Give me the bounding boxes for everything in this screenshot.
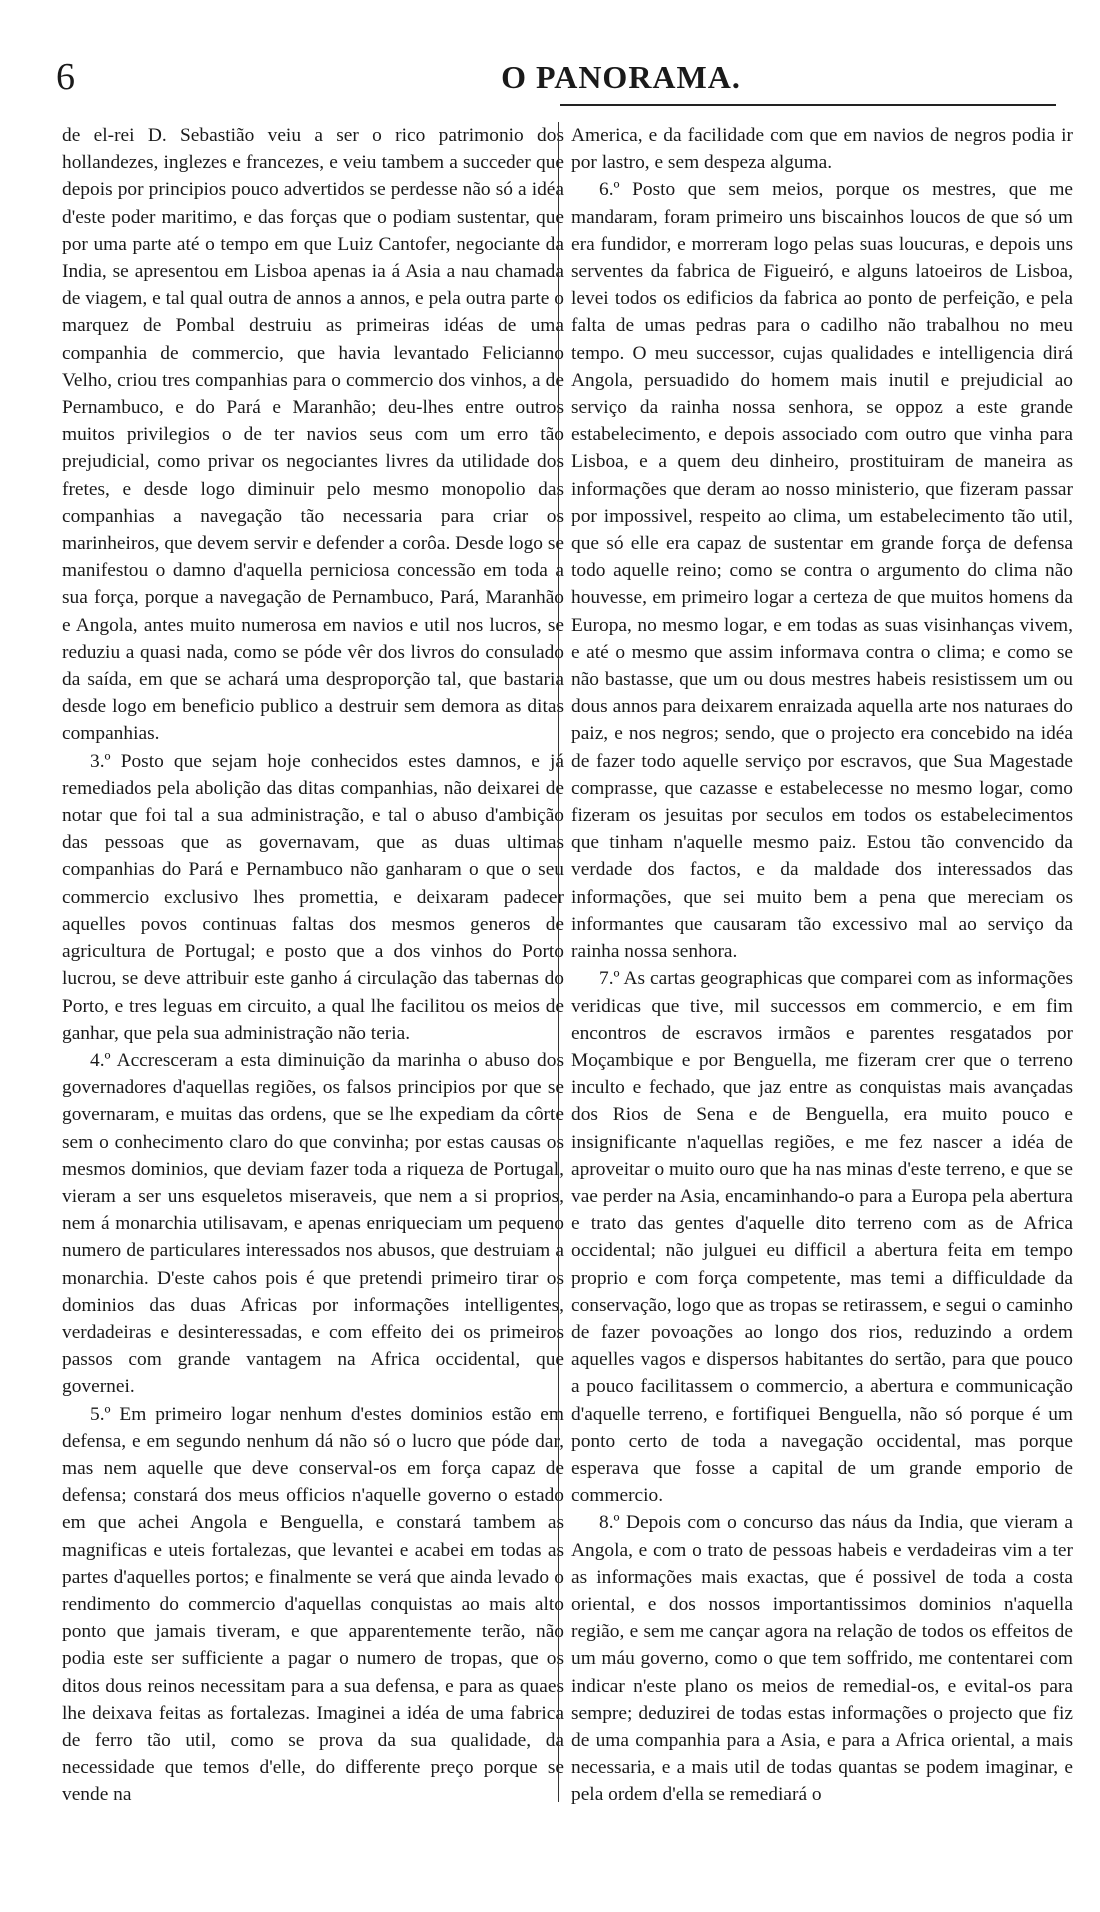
page-number: 6 bbox=[56, 56, 75, 98]
page-header bbox=[46, 52, 1056, 102]
paragraph-7: 7.º As cartas geographicas que comparei com as informações veridicas que tive, mil successos em commercio, e em fim encontros de escravos irmãos e parentes resgatados por Moçambique e por Benguella, me fizeram crer que o terreno inculto e fechado, que jaz entre as conquistas mais avançadas dos Rios de Sena e de Benguella, era muito pouco e insignificante n'aquellas regiões, e me fez nascer a idéa de aproveitar o muito ouro que ha nas minas d'este terreno, e que se vae perder na Asia, encaminhando-o para a Europa pela abertura e trato das gentes d'aquelle dito terreno com as de Africa occidental; não julguei eu difficil a abertura feita em tempo proprio e com força competente, mas temi a difficuldade da conservação, logo que as tropas se retirassem, e segui o caminho de fazer povoações ao longo dos rios, reduzindo a ordem aquelles vagos e dispersos habitantes do sertão, para que pouco a pouco facilitassem o commercio, a abertura e communicação d'aquelle terreno, e fortifiquei Benguella, não só porque é um ponto certo de toda a navegação occidental, mas porque esperava que fosse a capital de um grande emporio de commercio. bbox=[571, 968, 1073, 1507]
paragraph-continuation: de el-rei D. Sebastião veiu a ser o rico patrimonio dos hollandezes, inglezes e francezes, e veiu tambem a succeder que depois por principios pouco advertidos se perdesse não só a idéa d'este poder maritimo, e das forças que o podiam sustentar, que por uma parte até o tempo em que Luiz Cantofer, negociante da India, se apresentou em Lisboa apenas ia á Asia a nau chamada de viagem, e tal qual outra de annos a annos, e pela outra parte o marquez de Pombal destruiu as primeiras idéas de uma companhia de commercio, que havia levantado Felicianno Velho, criou tres companhias para o commercio dos vinhos, a de Pernambuco, e do Pará e Maranhão; deu-lhes entre outros muitos privilegios o de ter navios seus com um erro tão prejudicial, como privar os negociantes livres da utilidade dos fretes, e desde logo diminuir pelo mesmo monopolio das companhias a navegação tão necessaria para criar os marinheiros, que devem servir e defender a corôa. Desde logo se manifestou o damno d'aquella perniciosa concessão em toda a sua força, porque a navegação de Pernambuco, Pará, Maranhão e Angola, antes muito numerosa em navios e util nos lucros, se reduziu a quasi nada, como se póde vêr dos livros do consulado da saída, em que se achará uma desproporção tal, que bastaria desde logo em beneficio publico a destruir sem demora as ditas companhias. bbox=[62, 125, 564, 745]
left-column bbox=[62, 122, 564, 1892]
paragraph-3: 3.º Posto que sejam hoje conhecidos estes damnos, e já remediados pela abolição das ditas companhias, não deixarei de notar que foi tal a sua administração, e tal o abuso d'ambição das pessoas que as governavam, que as duas ultimas companhias do Pará e Pernambuco não ganharam o que o seu commercio exclusivo lhes promettia, e deixaram padecer aquelles povos continuas faltas dos mesmos generos de agricultura de Portugal; e posto que a dos vinhos do Porto lucrou, se deve attribuir este ganho á circulação das tabernas do Porto, e tres leguas em circuito, a qual lhe facilitou os meios de ganhar, que pela sua administração não teria. bbox=[62, 750, 564, 1044]
section-number: 7.º bbox=[599, 968, 620, 990]
paragraph-5: 5.º Em primeiro logar nenhum d'estes dominios estão em defensa, e em segundo nenhum dá não só o lucro que póde dar, mas nem aquelle que deve conserval-os em força capaz de defensa; constará dos meus officios n'aquelle governo o estado em que achei Angola e Benguella, e constará tambem as magnificas e uteis fortalezas, que levantei e acabei em todas as partes d'aquelles portos; e finalmente se verá que ainda levado o rendimento do commercio d'aquellas conquistas ao mais alto ponto que jamais tiveram, e que apparentemente terão, não podia este ser sufficiente a pagar o numero de tropas, que os ditos dous reinos necessitam para a sua defensa, e para as quaes lhe deixava feitas as fortalezas. Imaginei a idéa de uma fabrica de ferro tão util, como se prova da sua qualidade, da necessidade que temos d'elle, do differente preço porque se vende na bbox=[62, 1403, 564, 1806]
section-number: 5.º bbox=[90, 1403, 111, 1425]
paragraph-8: 8.º Depois com o concurso das náus da India, que vieram a Angola, e com o trato de pessoas habeis e verdadeiras vim a ter as informações mais exactas, que é possivel de toda a costa oriental, e dos nossos importantissimos dominios n'aquella região, e sem me cançar agora na relação de todos os effeitos de um máu governo, como o que tem soffrido, me contentarei com indicar n'este plano os meios de remedial-os, e evital-os para sempre; deduzirei de todas estas informações o projecto que fiz de uma companhia para a Asia, e para a Africa oriental, a mais necessaria, e a mais util de todas quantas se podem imaginar, e pela ordem d'ella se remediará o bbox=[571, 1512, 1073, 1806]
section-number: 3.º bbox=[90, 750, 111, 772]
running-title: O PANORAMA. bbox=[501, 59, 741, 95]
section-number: 8.º bbox=[599, 1512, 620, 1534]
paragraph-continuation: America, e da facilidade com que em navios de negros podia ir por lastro, e sem despeza alguma. bbox=[571, 125, 1073, 174]
paragraph-4: 4.º Accresceram a esta diminuição da marinha o abuso dos governadores d'aquellas regiões, os falsos principios por que se governaram, e muitas das ordens, que se lhe expediam da côrte sem o conhecimento claro do que convinha; por estas causas os mesmos dominios, que deviam fazer toda a riqueza de Portugal, vieram a ser uns esqueletos miseraveis, que nem a si proprios, nem á monarchia utilisavam, e apenas enriqueciam um pequeno numero de particulares interessados nos abusos, que destruiam a monarchia. D'este cahos pois é que pretendi primeiro tirar os dominios das duas Africas por informações intelligentes, verdadeiras e desinteressadas, e com effeito dei os primeiros passos com grande vantagem na Africa occidental, que governei. bbox=[62, 1049, 564, 1398]
section-number: 6.º bbox=[599, 179, 620, 201]
paragraph-6: 6.º Posto que sem meios, porque os mestres, que me mandaram, foram primeiro uns biscainhos loucos de que só um era fundidor, e morreram logo pelas suas loucuras, e depois uns serventes da fabrica de Figueiró, e alguns latoeiros de Lisboa, levei todos os edificios da fabrica ao ponto de perfeição, e pela falta de umas pedras para o cadilho não trabalhou no meu tempo. O meu successor, cujas qualidades e intelligencia dirá Angola, persuadido do homem mais inutil e prejudicial ao serviço da rainha nossa senhora, se oppoz a este grande estabelecimento, e depois associado com outro que vinha para Lisboa, e a quem deu dinheiro, prostituiram de maneira as informações que deram ao nosso ministerio, que fizeram passar por impossivel, respeito ao clima, um estabelecimento tão util, que só elle era capaz de sustentar em grande força de defensa todo aquelle reino; como se contra o argumento do clima não houvesse, em primeiro logar a certeza de que muitos homens da Europa, no mesmo logar, e em todas as suas visinhanças vivem, e até o mesmo que assim informava contra o clima; e como se não bastasse, que um ou dous mestres habeis resistissem um ou dous annos para deixarem enraizada aquella arte nos naturaes do paiz, e nos negros; sendo, que o projecto era concebido na idéa de fazer todo aquelle serviço por escravos, que Sua Magestade comprasse, que cazasse e estabelecesse no mesmo logar, como fizeram os jesuitas por seculos em todos os estabelecimentos que tinham n'aquelle mesmo paiz. Estou tão convencido da verdade dos factos, e da maldade dos interessados das informações, que sei muito bem a pena que mereciam os informantes que causaram tão excessivo mal ao serviço da rainha nossa senhora. bbox=[571, 179, 1073, 963]
header-rule bbox=[560, 104, 1056, 106]
right-column bbox=[571, 122, 1073, 1892]
column-divider bbox=[558, 122, 559, 1802]
section-number: 4.º bbox=[90, 1049, 111, 1071]
